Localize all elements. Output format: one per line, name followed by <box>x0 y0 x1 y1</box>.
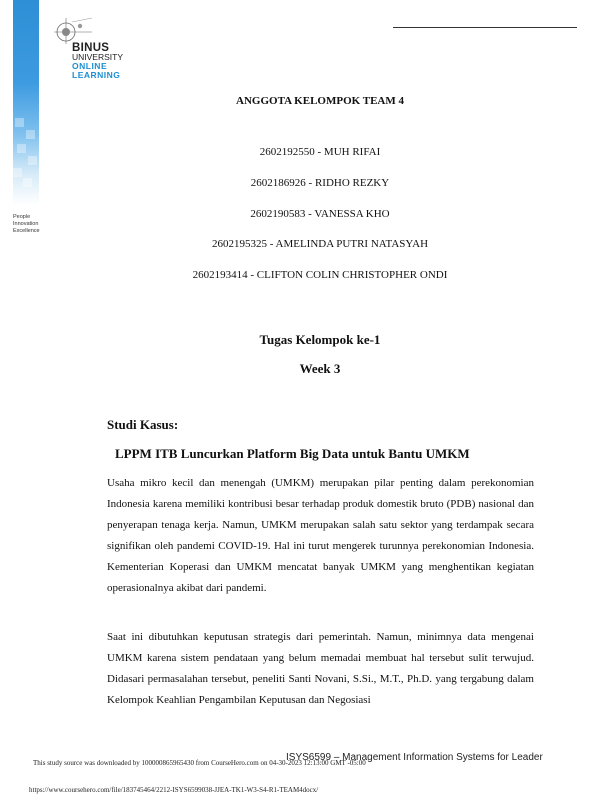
team-title: ANGGOTA KELOMPOK TEAM 4 <box>236 95 404 107</box>
binus-logo <box>50 16 140 88</box>
case-paragraph: Saat ini dibutuhkan keputusan strategis dari pemerintah. Namun, minimnya data mengenai UMKM karena sistem pendataan yang belum memadai membuat hal tersebut sulit terwujud. Didasari permasalahan tersebut, peneliti Santi Novani, S.Si., M.T., Ph.D. yang tergabung dalam Kelompok Keahlian Pengambilan Keputusan dan Negosiasi <box>107 631 534 706</box>
team-member: 2602192550 - MUH RIFAI <box>259 146 381 158</box>
case-study-label: Studi Kasus: <box>107 417 179 432</box>
header-rule <box>393 27 577 28</box>
tagline-excellence: Excellence <box>13 228 40 234</box>
logo-learning-text: LEARNING <box>72 70 121 80</box>
logo-online-text: ONLINE <box>72 61 108 71</box>
logo-university-text: UNIVERSITY <box>72 52 124 62</box>
logo-binus-text: BINUS <box>72 42 110 54</box>
team-member: 2602186926 - RIDHO REZKY <box>250 177 390 189</box>
tagline-innovation: Innovation <box>13 221 39 227</box>
footer-course-name: ISYS6599 – Management Information Systems for Leader <box>286 752 543 763</box>
team-member: 2602193414 - CLIFTON COLIN CHRISTOPHER ONDI <box>192 269 448 281</box>
assignment-title: Tugas Kelompok ke-1 <box>259 332 381 347</box>
case-study-title: LPPM ITB Luncurkan Platform Big Data untuk Bantu UMKM <box>115 446 470 461</box>
footer-download-notice: This study source was downloaded by 100000865965430 from CourseHero.com on 04-30-2023 12:13:00 GMT -05:00 <box>33 759 366 767</box>
assignment-week: Week 3 <box>299 361 341 376</box>
case-paragraph: Usaha mikro kecil dan menengah (UMKM) merupakan pilar penting dalam perekonomian Indonesia karena memiliki kontribusi besar terhadap produk domestik bruto (PDB) nasional dan penyerapan tenaga kerja. Namun, UMKM merupakan salah satu sektor yang terdampak secara signifikan oleh pandemi COVID-19. Hal ini turut mengerek turunnya perekonomian Indonesia. Kementerian Koperasi dan UMKM mencatat banyak UMKM yang menghentikan kegiatan operasionalnya akibat dari pandemi. <box>107 477 534 594</box>
team-member: 2602195325 - AMELINDA PUTRI NATASYAH <box>211 238 429 250</box>
footer-source-url[interactable]: https://www.coursehero.com/file/183745464/2212-ISYS6599038-JJEA-TK1-W3-S4-R1-TEAM4docx/ <box>29 786 319 794</box>
team-member: 2602190583 - VANESSA KHO <box>250 208 390 220</box>
tagline-people: People <box>13 214 31 220</box>
